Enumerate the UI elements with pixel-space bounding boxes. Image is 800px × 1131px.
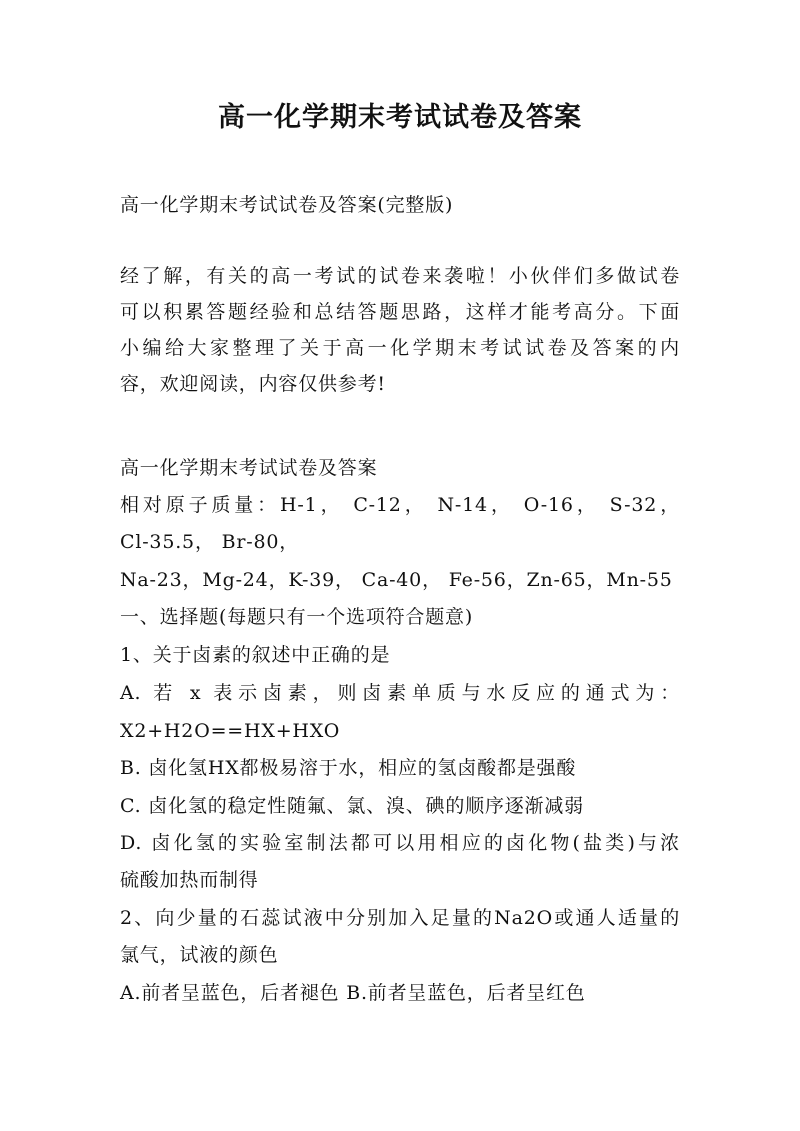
- atomic-mass-line-2: Cl-35.5， Br-80，: [120, 531, 300, 553]
- intro-line-4: 容，欢迎阅读，内容仅供参考!: [120, 373, 386, 395]
- question-2-stem-cont: 氯气，试液的颜色: [120, 944, 279, 966]
- intro-line-1: 经了解，有关的高一考试的试卷来袭啦！小伙伴们多做试卷: [120, 265, 680, 287]
- atomic-mass-line-3: Na-23，Mg-24，K-39， Ca-40， Fe-56，Zn-65，Mn-55: [120, 569, 673, 591]
- intro-line-3: 小编给大家整理了关于高一化学期末考试试卷及答案的内: [120, 337, 680, 359]
- question-2-stem: 2、向少量的石蕊试液中分别加入足量的Na2O或通人适量的: [120, 907, 680, 929]
- intro-line-2: 可以积累答题经验和总结答题思路，这样才能考高分。下面: [120, 301, 680, 323]
- question-1-option-a: A. 若 x 表示卤素，则卤素单质与水反应的通式为：: [120, 682, 680, 704]
- document-title: 高一化学期末考试试卷及答案: [218, 102, 582, 133]
- question-2-options-ab: A.前者呈蓝色，后者褪色 B.前者呈蓝色，后者呈红色: [120, 982, 586, 1004]
- section-heading: 高一化学期末考试试卷及答案: [120, 457, 378, 479]
- question-1-option-a-formula: X2+H2O==HX+HXO: [120, 720, 341, 742]
- atomic-mass-line-1: 相对原子质量：H-1， C-12， N-14， O-16， S-32，: [120, 494, 680, 516]
- question-1-option-b: B. 卤化氢HX都极易溶于水，相应的氢卤酸都是强酸: [120, 757, 577, 779]
- question-1-stem: 1、关于卤素的叙述中正确的是: [120, 644, 391, 666]
- document-subtitle: 高一化学期末考试试卷及答案(完整版): [120, 194, 454, 216]
- question-1-option-d-cont: 硫酸加热而制得: [120, 869, 259, 891]
- part-heading: 一、选择题(每题只有一个选项符合题意): [120, 606, 474, 628]
- question-1-option-c: C. 卤化氢的稳定性随氟、氯、溴、碘的顺序逐渐减弱: [120, 795, 584, 817]
- question-1-option-d: D. 卤化氢的实验室制法都可以用相应的卤化物(盐类)与浓: [120, 832, 680, 854]
